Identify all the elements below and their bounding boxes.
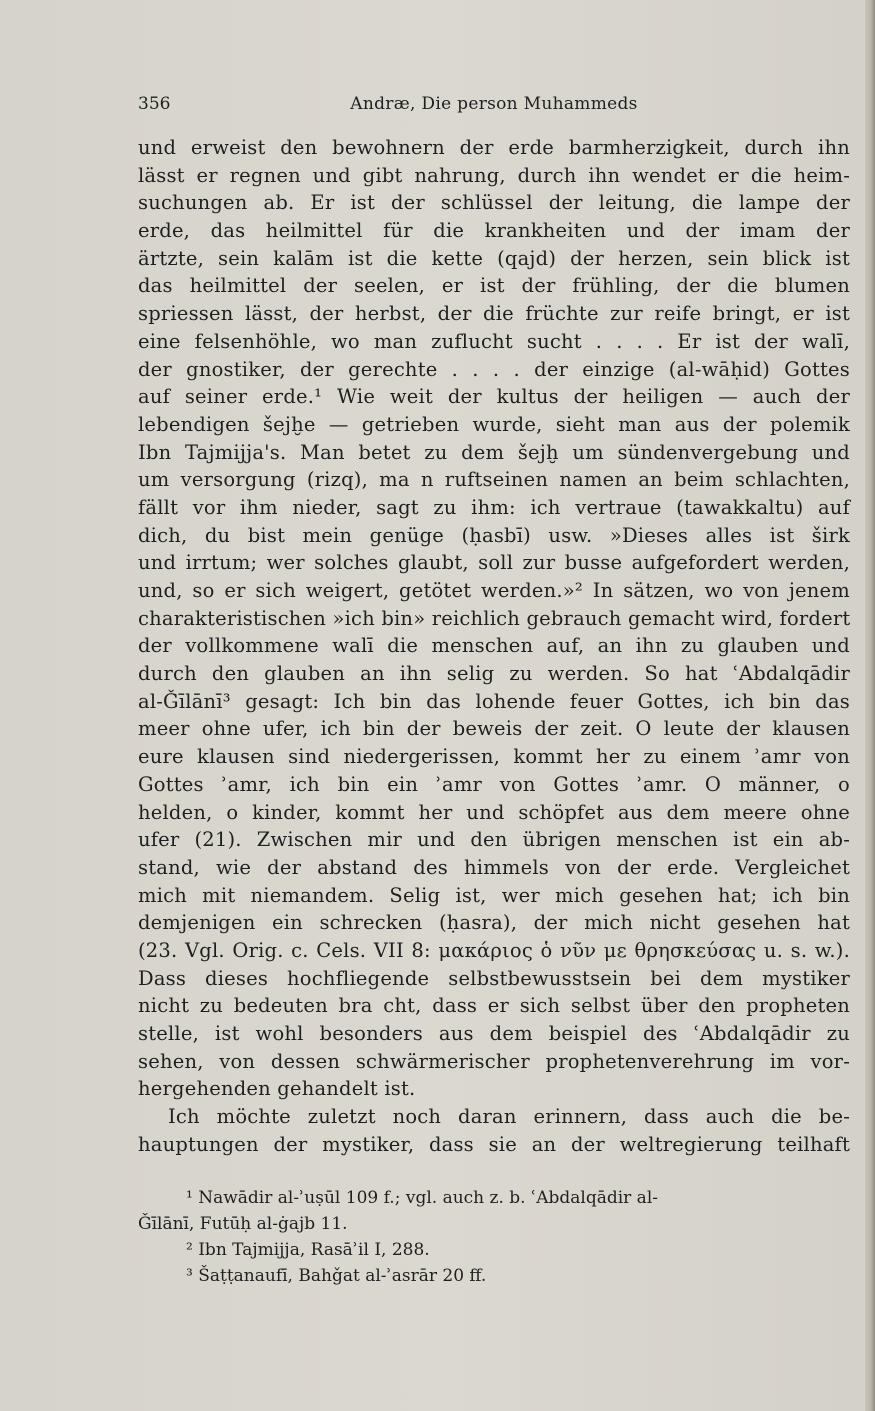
text-line: ufer (21). Zwischen mir und den übrigen menschen ist ein ab- [138,828,850,852]
text-line: und irrtum; wer solches glaubt, soll zur busse aufgefordert werden, [138,551,850,575]
text-line: lässt er regnen und gibt nahrung, durch ihn wendet er die heim- [138,163,850,187]
text-line: stand, wie der abstand des himmels von der erde. Vergleichet [138,855,850,879]
text-line: spriessen lässt, der herbst, der die früchte zur reife bringt, er ist [138,302,850,326]
footnote: Ǧīlānī, Futūḥ al-ġajb 11. [138,1214,348,1234]
page-edge [865,0,875,1411]
text-line: stelle, ist wohl besonders aus dem beispiel des ʿAbdalqādir zu [138,1022,850,1045]
footnotes [138,1185,850,1289]
text-line: Ich möchte zuletzt noch daran erinnern, dass auch die be- [168,1105,850,1129]
text-line: Dass dieses hochfliegende selbstbewusstsein bei dem mystiker [138,966,850,990]
footnote: ¹ Nawādir al-ʾuṣūl 109 f.; vgl. auch z. b. ʿAbdalqādir al- [186,1188,658,1208]
text-line: fällt vor ihm nieder, sagt zu ihm: ich vertraue (tawakkaltu) auf [138,495,850,519]
running-title: Andræ, Die person Muhammeds [350,94,638,114]
text-line: al-Ǧīlānī³ gesagt: Ich bin das lohende feuer Gottes, ich bin das [138,689,850,713]
page-number: 356 [138,94,171,114]
text-line: eine felsenhöhle, wo man zuflucht sucht . . . . Er ist der walī, [138,329,850,353]
text-line: der vollkommene walī die menschen auf, an ihn zu glauben und [138,634,850,658]
text-line: auf seiner erde.¹ Wie weit der kultus der heiligen — auch der [138,385,850,409]
text-line: das heilmittel der seelen, er ist der frühling, der die blumen [138,274,850,298]
text-line: hergehenden gehandelt ist. [138,1077,416,1101]
footnote: ³ Šaṭṭanaufī, Bahǧat al-ʾasrār 20 ff. [186,1266,487,1286]
text-line: hauptungen der mystiker, dass sie an der weltregierung teilhaft [138,1132,850,1156]
body-text [138,134,850,1158]
text-line: und, so er sich weigert, getötet werden.»² In sätzen, wo von jenem [138,579,850,602]
text-line: mich mit niemandem. Selig ist, wer mich gesehen hat; ich bin [138,883,850,907]
footnote: ² Ibn Tajmijja, Rasāʾil I, 288. [186,1240,430,1260]
text-line: Ibn Tajmijja's. Man betet zu dem šejḫ um sündenvergebung und [138,440,850,464]
text-line: durch den glauben an ihn selig zu werden. So hat ʿAbdalqādir [138,662,850,686]
text-line: sehen, von dessen schwärmerischer prophetenverehrung im vor- [138,1049,850,1073]
text-line: um versorgung (rizq), ma n ruftseinen namen an beim schlachten, [138,468,850,492]
text-line: charakteristischen »ich bin» reichlich gebrauch gemacht wird, fordert [138,606,851,630]
text-line: erde, das heilmittel für die krankheiten und der imam der [138,219,850,243]
running-head [138,92,850,116]
text-line: Gottes ʾamr, ich bin ein ʾamr von Gottes ʾamr. O männer, o [138,772,850,796]
text-line: helden, o kinder, kommt her und schöpfet aus dem meere ohne [138,800,850,824]
text-line: (23. Vgl. Orig. c. Cels. VII 8: μακάριος ὁ νῦν με θρησκεύσας u. s. w.). [138,938,850,962]
text-line: der gnostiker, der gerechte . . . . der einzige (al-wāḥid) Gottes [138,357,850,381]
text-line: eure klausen sind niedergerissen, kommt her zu einem ʾamr von [138,745,850,769]
text-line: suchungen ab. Er ist der schlüssel der leitung, die lampe der [138,191,850,215]
text-line: ärtzte, sein kalām ist die kette (qajd) der herzen, sein blick ist [138,246,850,270]
text-line: demjenigen ein schrecken (ḥasra), der mich nicht gesehen hat [138,911,850,935]
text-line: dich, du bist mein genüge (ḥasbī) usw. »Dieses alles ist širk [138,523,850,547]
text-line: und erweist den bewohnern der erde barmherzigkeit, durch ihn [138,136,850,159]
text-line: nicht zu bedeuten bra cht, dass er sich selbst über den propheten [138,994,850,1018]
text-line: lebendigen šejḫe — getrieben wurde, sieht man aus der polemik [138,412,850,436]
text-line: meer ohne ufer, ich bin der beweis der zeit. O leute der klausen [138,717,850,741]
